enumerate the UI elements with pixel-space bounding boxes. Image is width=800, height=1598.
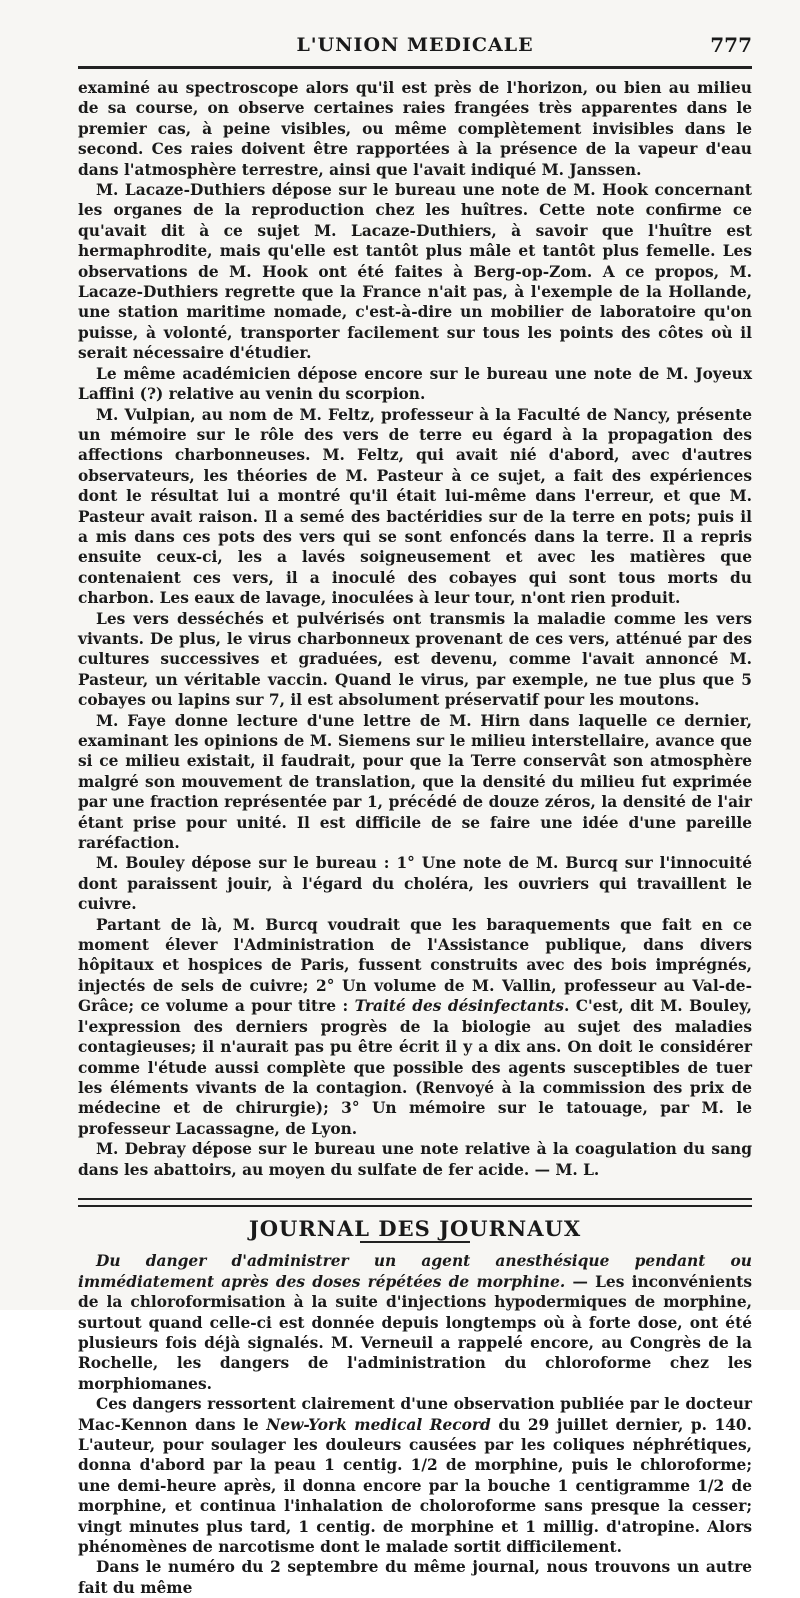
- paragraph-debray: M. Debray dépose sur le bureau une note relative à la coagulation du sang dans les abattoirs, au moyen du sulfate de fer acide. — M. L.: [78, 1140, 752, 1179]
- section-divider: [78, 1198, 752, 1207]
- paragraph-scorpion: Le même académicien dépose encore sur le bureau une note de M. Joyeux Laffini (?) relative au venin du scorpion.: [78, 364, 752, 404]
- paragraph-vallin: [78, 915, 752, 1139]
- title-underline: [360, 1241, 470, 1243]
- paragraph-bouley-burcq: M. Bouley dépose sur le bureau : 1° Une note de M. Burcq sur l'innocuité dont paraissent jouir, à l'égard du choléra, les ouvriers qui travaillent le cuivre.: [78, 854, 752, 914]
- vallin-tail: . C'est, dit M. Bouley, l'expression des derniers progrès de la biologie au sujet des maladies contagieuses; il n'aurait pas pu être écrit il y a dix ans. On doit le considérer comme l'étude aussi complète que possible des agents susceptibles de tuer les éléments vivants de la contagion. (Renvoyé à la commission des prix de médecine et de chirurgie); 3° Un mémoire sur le tatouage, par M. le professeur Lacassagne, de Lyon.: [78, 997, 753, 1138]
- article-lead-text: — Les inconvénients de la chloroformisation à la suite d'injections hypodermiques de morphine, surtout quand celle-ci est donnée depuis longtemps où à forte dose, ont été plusieurs fois déjà signalés. M. Verneuil a rappelé encore, au Congrès de la Rochelle, les dangers de l'administration du chloroforme chez les morphiomanes.: [78, 1272, 753, 1393]
- article-title: Du danger d'administrer un agent anesthésique pendant ou immédiatement après des doses répétées de morphine.: [78, 1252, 752, 1291]
- body-text: [78, 78, 752, 1598]
- page-header: [78, 30, 752, 70]
- header-rule: [78, 66, 752, 69]
- vallin-book-title: Traité des désinfectants: [354, 997, 564, 1016]
- vallin-lead: Partant de là, M. Burcq voudrait que les baraquements que fait en ce moment élever l'Administration de l'Assistance publique, dans divers hôpitaux et hospices de Paris, fussent construits avec des bois imprégnés, injectés de sels de cuivre; 2° Un volume de M. Vallin, professeur au Val-de-Grâce; ce volume a pour titre :: [78, 915, 752, 1016]
- paragraph-lacaze-duthiers: M. Lacaze-Duthiers dépose sur le bureau une note de M. Hook concernant les organes de la reproduction chez les huîtres. Cette note confirme ce qu'avait dit à ce sujet M. Lacaze-Duthiers, à savoir que l'huître est hermaphrodite, mais qu'elle est tantôt plus mâle et tantôt plus femelle. Les observations de M. Hook ont été faites à Berg-op-Zom. A ce propos, M. Lacaze-Duthiers regrette que la France n'ait pas, à l'exemple de la Hollande, une station maritime nomade, c'est-à-dire un mobilier de laboratoire qu'on puisse, à volonté, transporter facilement sur tous les points des côtes où il serait nécessaire d'étudier.: [78, 181, 752, 363]
- paragraph-septembre: Dans le numéro du 2 septembre du même journal, nous trouvons un autre fait du même: [78, 1558, 752, 1597]
- mac-kennon-a: Ces dangers ressortent clairement d'une observation publiée par le docteur Mac-Kennon dans le: [78, 1395, 752, 1434]
- page-number: 777: [710, 33, 752, 57]
- section-title: JOURNAL DES JOURNAUX: [248, 1215, 582, 1241]
- paragraph-spectroscope: examiné au spectroscope alors qu'il est près de l'horizon, ou bien au milieu de sa course, on observe certaines raies frangées très apparentes dans le premier cas, à peine visibles, ou même complètement invisibles dans le second. Ces raies doivent être rapportées à la présence de la vapeur d'eau dans l'atmosphère terrestre, ainsi que l'avait indiqué M. Janssen.: [78, 79, 752, 179]
- paragraph-anesthesique: [78, 1251, 752, 1394]
- paragraph-mac-kennon: [78, 1394, 752, 1557]
- journal-name: New-York medical Record: [266, 1415, 491, 1434]
- paragraph-faye-hirn: M. Faye donne lecture d'une lettre de M. Hirn dans laquelle ce dernier, examinant les opinions de M. Siemens sur le milieu interstellaire, avance que si ce milieu existait, il faudrait, pour que la Terre conservât son atmosphère malgré son mouvement de translation, que la densité du milieu fut exprimée par une fraction représentée par 1, précédé de douze zéros, la densité de l'air étant prise pour unité. Il est difficile de se faire une idée d'une pareille raréfaction.: [78, 711, 752, 853]
- paragraph-vulpian-feltz: M. Vulpian, au nom de M. Feltz, professeur à la Faculté de Nancy, présente un mémoire sur le rôle des vers de terre eu égard à la propagation des affections charbonneuses. M. Feltz, qui avait nié d'abord, avec d'autres observateurs, les théories de M. Pasteur à ce sujet, a fait des expériences dont le résultat lui a montré qu'il était lui-même dans l'erreur, et que M. Pasteur avait raison. Il a semé des bactéridies sur de la terre en pots; puis il a mis dans ces pots des vers qui se sont enfoncés dans la terre. Il a repris ensuite ceux-ci, les a lavés soigneusement et avec les matières que contenaient ces vers, il a inoculé des cobayes qui sont tous morts du charbon. Les eaux de lavage, inoculées à leur tour, n'ont rien produit.: [78, 405, 752, 608]
- running-title: L'UNION MEDICALE: [296, 34, 534, 56]
- paragraph-vers-desseches: Les vers desséchés et pulvérisés ont transmis la maladie comme les vers vivants. De plus, le virus charbonneux provenant de ces vers, atténué par des cultures successives et graduées, est devenu, comme l'avait annoncé M. Pasteur, un véritable vaccin. Quand le virus, par exemple, ne tue plus que 5 cobayes ou lapins sur 7, il est absolument préservatif pour les moutons.: [78, 609, 752, 710]
- mac-kennon-b: du 29 juillet dernier, p. 140. L'auteur, pour soulager les douleurs causées par les coliques néphrétiques, donna d'abord par la peau 1 centig. 1/2 de morphine, puis le chloroforme; une demi-heure après, il donna encore par la bouche 1 centigramme 1/2 de morphine, et continua l'inhalation de choloroforme sans presque la cesser; vingt minutes plus tard, 1 centig. de morphine et 1 millig. d'atropine. Alors phénomènes de narcotisme dont le malade sortit difficilement.: [78, 1415, 753, 1557]
